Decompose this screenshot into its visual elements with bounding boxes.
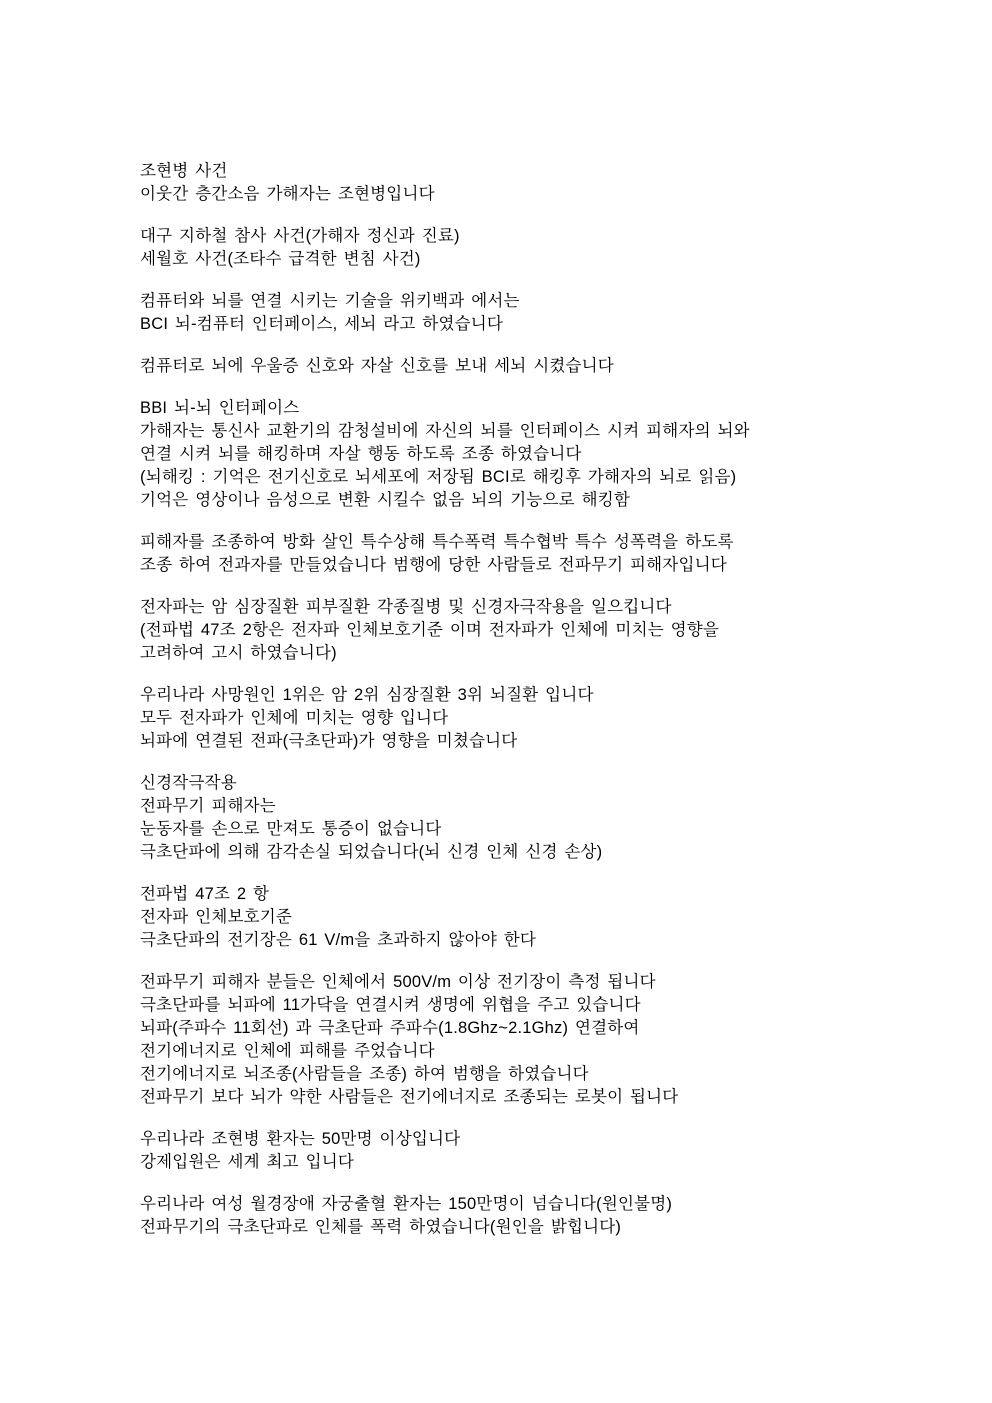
text-line: 전파무기 보다 뇌가 약한 사람들은 전기에너지로 조종되는 로봇이 됩니다 (140, 1088, 679, 1106)
paragraph (140, 290, 900, 336)
text-line: 전자파 인체보호기준 (140, 908, 293, 926)
text-line: 기억은 영상이나 음성으로 변환 시킬수 없음 뇌의 기능으로 해킹함 (140, 491, 631, 509)
text-line: 전파무기 피해자 분들은 인체에서 500V/m 이상 전기장이 측정 됩니다 (140, 973, 656, 991)
text-line: 눈동자를 손으로 만져도 통증이 없습니다 (140, 820, 442, 838)
paragraph (140, 971, 900, 1109)
text-line: 전기에너지로 뇌조종(사람들을 조종) 하여 범행을 하였습니다 (140, 1065, 589, 1083)
document-text-body (140, 160, 900, 1239)
text-line: 극초단파에 의해 감각손실 되었습니다(뇌 신경 인체 신경 손상) (140, 843, 603, 861)
text-line: 대구 지하철 참사 사건(가해자 정신과 진료) (140, 227, 460, 245)
text-line: 뇌파(주파수 11회선) 과 극초단파 주파수(1.8Ghz~2.1Ghz) 연결하여 (140, 1019, 640, 1037)
text-line: (전파법 47조 2항은 전자파 인체보호기준 이며 전자파가 인체에 미치는 영향을 (140, 621, 720, 639)
text-line: 극초단파를 뇌파에 11가닥을 연결시켜 생명에 위협을 주고 있습니다 (140, 996, 641, 1014)
paragraph (140, 772, 900, 864)
text-line: 컴퓨터로 뇌에 우울증 신호와 자살 신호를 보내 세뇌 시켰습니다 (140, 357, 614, 375)
text-line: 조현병 사건 (140, 162, 228, 180)
text-line: 우리나라 여성 월경장애 자궁출혈 환자는 150만명이 넘습니다(원인불명) (140, 1195, 673, 1213)
text-line: 우리나라 조현병 환자는 50만명 이상입니다 (140, 1130, 461, 1148)
paragraph (140, 1193, 900, 1239)
text-line: 이웃간 층간소음 가해자는 조현병입니다 (140, 185, 435, 203)
text-line: BCI 뇌-컴퓨터 인터페이스, 세뇌 라고 하였습니다 (140, 315, 504, 333)
text-line: 극초단파의 전기장은 61 V/m을 초과하지 않아야 한다 (140, 931, 537, 949)
paragraph (140, 355, 900, 378)
text-line: 뇌파에 연결된 전파(극초단파)가 영향을 미쳤습니다 (140, 732, 518, 750)
text-line: 전파무기 피해자는 (140, 797, 276, 815)
paragraph (140, 397, 900, 512)
text-line: 전기에너지로 인체에 피해를 주었습니다 (140, 1042, 435, 1060)
text-line: 세월호 사건(조타수 급격한 변침 사건) (140, 250, 421, 268)
text-line: 우리나라 사망원인 1위은 암 2위 심장질환 3위 뇌질환 입니다 (140, 686, 594, 704)
paragraph (140, 1128, 900, 1174)
text-line: (뇌해킹 : 기억은 전기신호로 뇌세포에 저장됨 BCI로 해킹후 가해자의 뇌로 읽음) (140, 468, 737, 486)
paragraph (140, 883, 900, 952)
text-line: 강제입원은 세계 최고 입니다 (140, 1153, 355, 1171)
text-line: 모두 전자파가 인체에 미치는 영향 입니다 (140, 709, 449, 727)
text-line: 조종 하여 전과자를 만들었습니다 범행에 당한 사람들로 전파무기 피해자입니다 (140, 556, 727, 574)
paragraph (140, 160, 900, 206)
text-line: 전자파는 암 심장질환 피부질환 각종질병 및 신경자극작용을 일으킵니다 (140, 598, 672, 616)
paragraph (140, 684, 900, 753)
text-line: 고려하여 고시 하였습니다) (140, 644, 337, 662)
text-line: 피해자를 조종하여 방화 살인 특수상해 특수폭력 특수협박 특수 성폭력을 하도록 (140, 533, 734, 551)
text-line: 신경작극작용 (140, 774, 237, 792)
text-line: 전파무기의 극초단파로 인체를 폭력 하였습니다(원인을 밝힙니다) (140, 1218, 622, 1236)
text-line: 연결 시켜 뇌를 해킹하며 자살 행동 하도록 조종 하였습니다 (140, 445, 582, 463)
text-line: 컴퓨터와 뇌를 연결 시키는 기술을 위키백과 에서는 (140, 292, 520, 310)
paragraph (140, 596, 900, 665)
paragraph (140, 531, 900, 577)
text-line: 가해자는 통신사 교환기의 감청설비에 자신의 뇌를 인터페이스 시켜 피해자의 뇌와 (140, 422, 750, 440)
paragraph (140, 225, 900, 271)
text-line: 전파법 47조 2 항 (140, 885, 270, 903)
text-line: BBI 뇌-뇌 인터페이스 (140, 399, 300, 417)
